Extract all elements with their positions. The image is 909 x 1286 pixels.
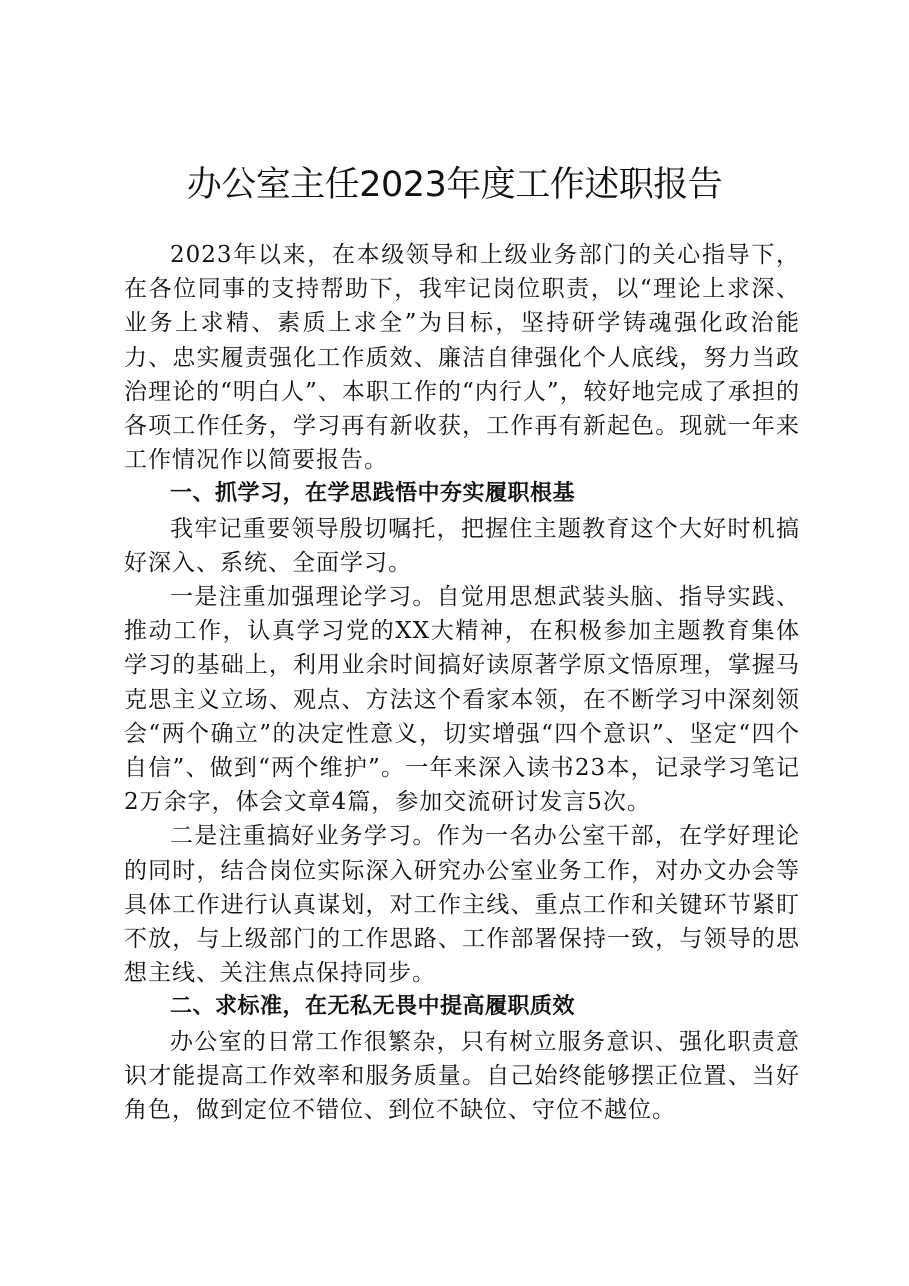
section-heading-1: 一、抓学习，在学思践悟中夯实履职根基 xyxy=(170,481,576,507)
paragraph-standards-intro: 办公室的日常工作很繁杂，只有树立服务意识、强化职责意识才能提高工作效率和服务质量。自己始终能够摆正位置、当好角色，做到定位不错位、到位不缺位、守位不越位。 xyxy=(124,1028,800,1124)
paragraph-study-intro: 我牢记重要领导殷切嘱托，把握住主题教育这个大好时机搞好深入、系统、全面学习。 xyxy=(124,515,800,576)
section-heading-2: 二、求标准，在无私无畏中提高履职质效 xyxy=(170,994,576,1020)
paragraph-intro: 2023年以来，在本级领导和上级业务部门的关心指导下，在各位同事的支持帮助下，我牢记岗位职责，以“理论上求深、业务上求精、素质上求全”为目标，坚持研学铸魂强化政治能力、忠实履责强化工作质效、廉洁自律强化个人底线，努力当政治理论的“明白人”、本职工作的“内行人”，较好地完成了承担的各项工作任务，学习再有新收获，工作再有新起色。现就一年来工作情况作以简要报告。 xyxy=(124,242,800,474)
paragraph-business-study: 二是注重搞好业务学习。作为一名办公室干部，在学好理论的同时，结合岗位实际深入研究办公室业务工作，对办文办会等具体工作进行认真谋划，对工作主线、重点工作和关键环节紧盯不放，与上级部门的工作思路、工作部署保持一致，与领导的思想主线、关注焦点保持同步。 xyxy=(124,823,800,987)
document-body xyxy=(124,238,800,1127)
document-title: 办公室主任2023年度工作述职报告 xyxy=(186,165,723,205)
paragraph-theory-study: 一是注重加强理论学习。自觉用思想武装头脑、指导实践、推动工作，认真学习党的XX大精神，在积极参加主题教育集体学习的基础上，利用业余时间搞好读原著学原文悟原理，掌握马克思主义立场、观点、方法这个看家本领，在不断学习中深刻领会“两个确立”的决定性意义，切实增强“四个意识”、坚定“四个自信”、做到“两个维护”。一年来深入读书23本，记录学习笔记2万余字，体会文章4篇，参加交流研讨发言5次。 xyxy=(124,584,800,816)
